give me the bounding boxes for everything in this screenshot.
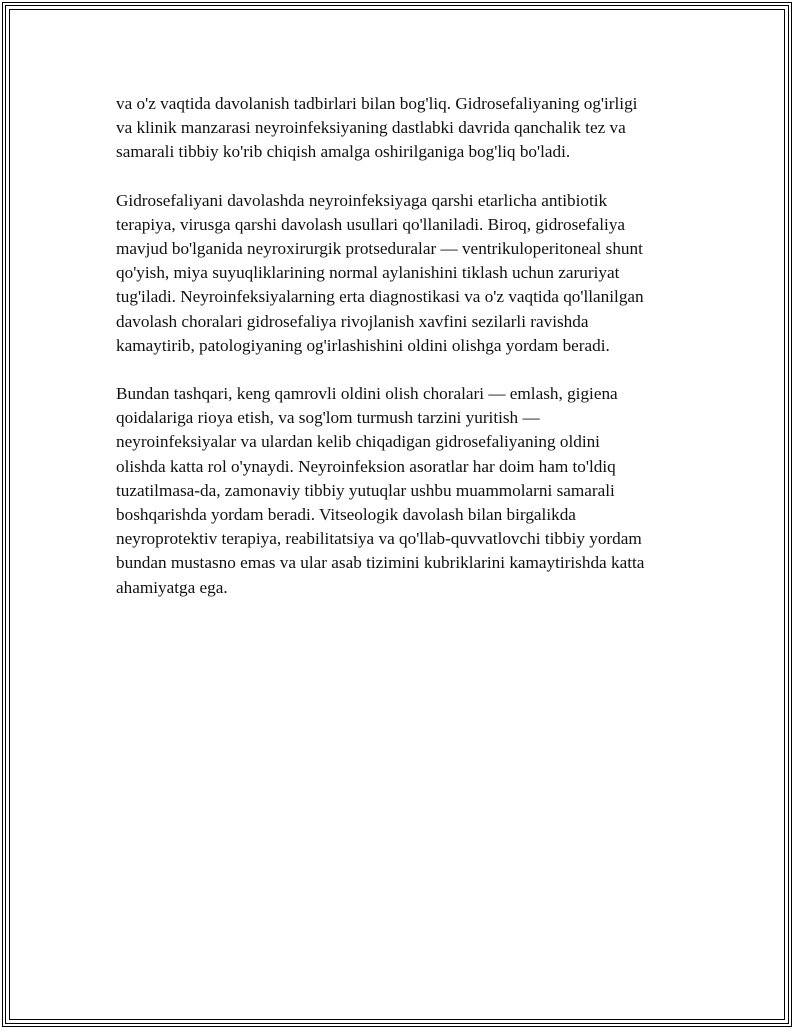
text-line: mavjud bo'lganida neyroxirurgik protseduralar — ventrikuloperitoneal shunt (116, 239, 643, 259)
text-line: Gidrosefaliyani davolashda neyroinfeksiyaga qarshi etarlicha antibiotik (116, 190, 608, 210)
text-line: neyroinfeksiyalar va ulardan kelib chiqadigan gidrosefaliyaning oldini (116, 432, 600, 452)
text-line: neyroprotektiv terapiya, reabilitatsiya va qo'llab-quvvatlovchi tibbiy yordam (116, 529, 642, 549)
paragraph-2 (116, 189, 706, 358)
paragraph-1 (116, 92, 706, 165)
text-line: terapiya, virusga qarshi davolash usullari qo'llaniladi. Biroq, gidrosefaliya (116, 214, 626, 234)
text-line: va klinik manzarasi neyroinfeksiyaning dastlabki davrida qanchalik tez va (116, 118, 626, 138)
text-line: va o'z vaqtida davolanish tadbirlari bilan bog'liq. Gidrosefaliyaning og'irligi (116, 94, 638, 113)
text-line: davolash choralari gidrosefaliya rivojlanish xavfini sezilarli ravishda (116, 311, 589, 331)
text-line: qo'yish, miya suyuqliklarining normal aylanishini tiklash uchun zaruriyat (116, 263, 620, 283)
text-line: tuzatilmasa-da, zamonaviy tibbiy yutuqlar ushbu muammolarni samarali (116, 480, 615, 500)
text-line: tug'iladi. Neyroinfeksiyalarning erta diagnostikasi va o'z vaqtida qo'llanilgan (116, 287, 644, 307)
text-line: ahamiyatga ega. (116, 577, 228, 597)
text-line: kamaytirib, patologiyaning og'irlashishini oldini olishga yordam beradi. (116, 335, 610, 355)
paragraph-3 (116, 382, 706, 600)
text-line: bundan mustasno emas va ular asab tizimini kubriklarini kamaytirishda katta (116, 553, 645, 573)
text-line: Bundan tashqari, keng qamrovli oldini olish choralari — emlash, gigiena (116, 384, 618, 404)
text-line: olishda katta rol o'ynaydi. Neyroinfeksion asoratlar har doim ham to'ldiq (116, 456, 616, 476)
document-body (116, 92, 706, 624)
text-line: samarali tibbiy ko'rib chiqish amalga oshirilganiga bog'liq bo'ladi. (116, 142, 571, 162)
text-line: boshqarishda yordam beradi. Vitseologik davolash bilan birgalikda (116, 505, 576, 525)
text-line: qoidalariga rioya etish, va sog'lom turmush tarzini yuritish — (116, 408, 540, 428)
